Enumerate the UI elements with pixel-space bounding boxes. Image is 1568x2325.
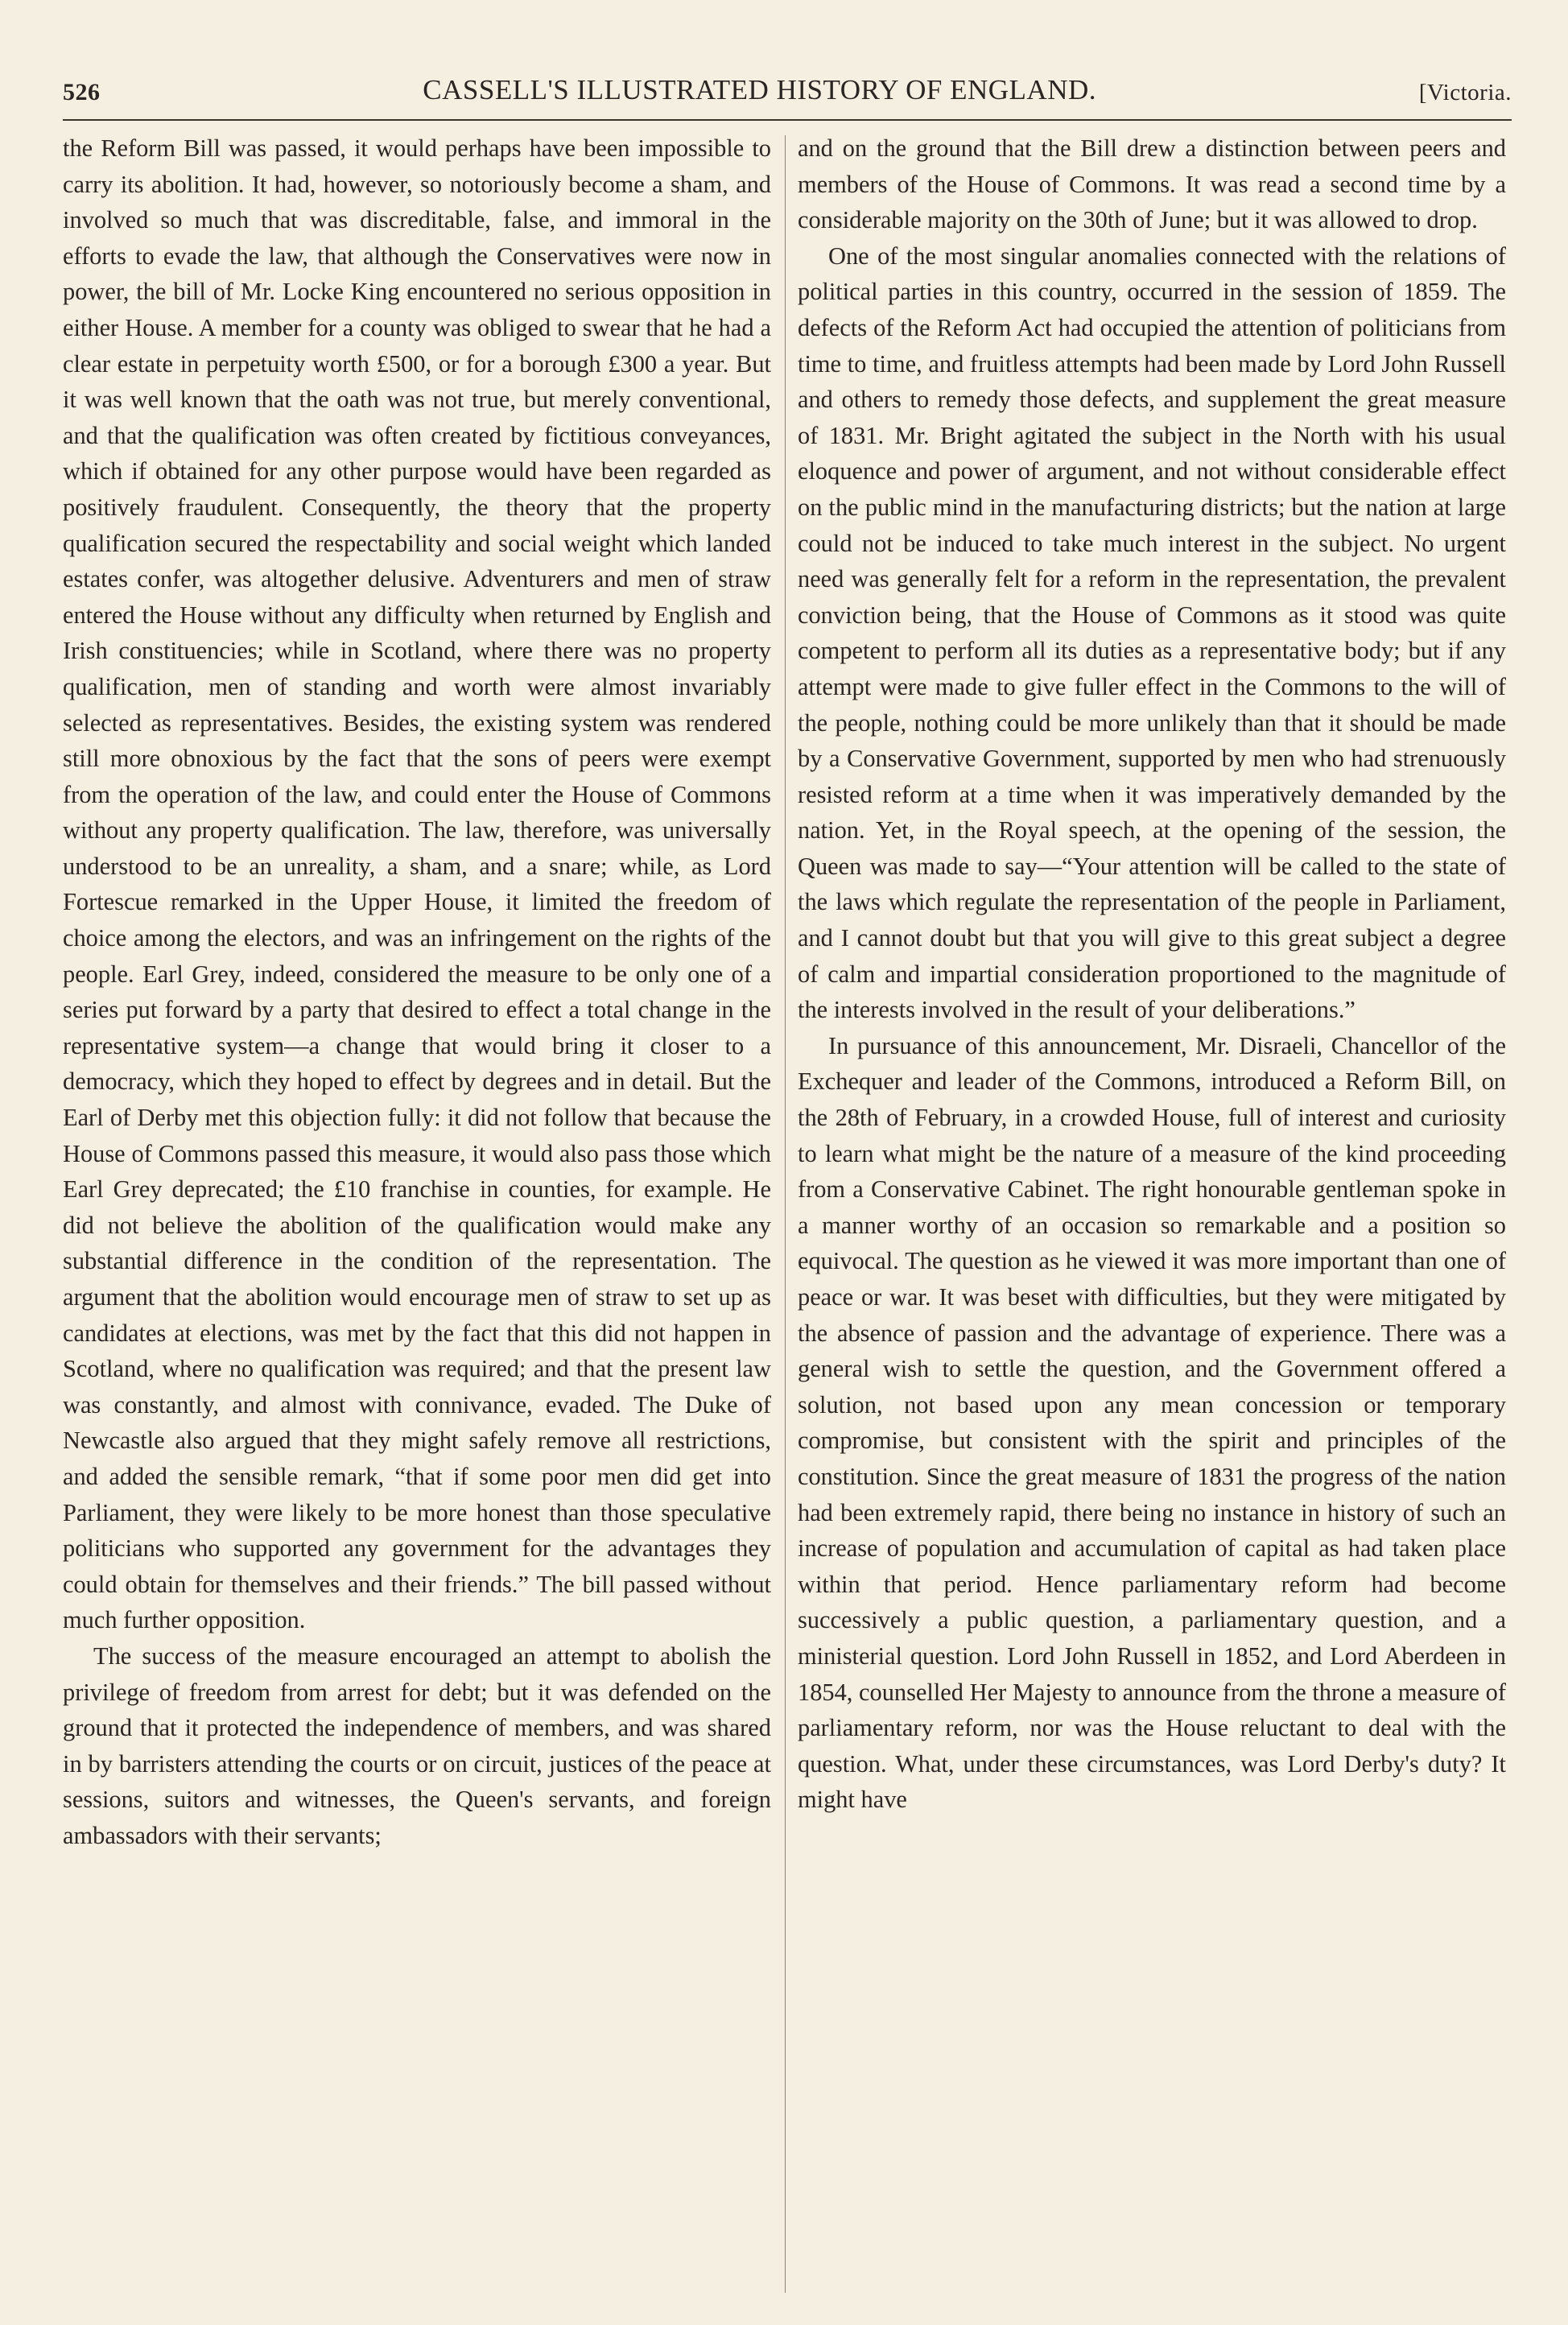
paragraph: In pursuance of this announcement, Mr. Disraeli, Chancellor of the Exchequer and leader of the Commons, introduced a Reform Bill, on the 28th of February, in a crowded House, full of interest and curiosity to learn what might be the nature of a measure of the kind proceeding from a Conservative Cabinet. The right honourable gentleman spoke in a manner worthy of an occasion so remarkable and a position so equivocal. The question as he viewed it was more important than one of peace or war. It was beset with difficulties, but they were mitigated by the absence of passion and the advantage of experience. There was a general wish to settle the question, and the Government offered a solution, not based upon any mean concession or temporary compromise, but consistent with the spirit and principles of the constitution. Since the great measure of 1831 the progress of the nation had been extremely rapid, there being no instance in history of such an increase of population and accumulation of capital as had taken place within that period. Hence parliamentary reform had become successively a public question, a parliamentary question, and a ministerial question. Lord John Russell in 1852, and Lord Aberdeen in 1854, counselled Her Majesty to announce from the throne a measure of parliamentary reform, nor was the House reluctant to deal with the question. What, under these circumstances, was Lord Derby's duty? It might have bbox=[798, 1031, 1506, 1814]
header-rule bbox=[63, 119, 1512, 121]
page-number: 526 bbox=[63, 79, 101, 105]
column-divider bbox=[785, 135, 786, 2293]
running-header bbox=[63, 66, 1512, 106]
paragraph: One of the most singular anomalies connected with the relations of political parties in this country, occurred in the session of 1859. The defects of the Reform Act had occupied the attention of politicians from time to time, and fruitless attempts had been made by Lord John Russell and others to remedy those defects, and supplement the great measure of 1831. Mr. Bright agitated the subject in the North with his usual eloquence and power of argument, and not without considerable effect on the public mind in the manufacturing districts; but the nation at large could not be induced to take much interest in the subject. No urgent need was generally felt for a reform in the representation, the prevalent conviction being, that the House of Commons as it stood was quite competent to perform all its duties as a representative body; but if any attempt were made to give fuller effect in the Commons to the will of the people, nothing could be more unlikely than that it should be made by a Conservative Government, supported by men who had strenuously resisted reform at a time when it was imperatively demanded by the nation. Yet, in the Royal speech, at the opening of the session, the Queen was made to say—“Your attention will be called to the state of the laws which regulate the representation of the people in Parliament, and I cannot doubt but that you will give to this great subject a degree of calm and impartial consideration proportioned to the magnitude of the interests involved in the result of your deliberations.” bbox=[798, 242, 1506, 1024]
section-label: [Victoria. bbox=[1418, 80, 1512, 105]
running-title: CASSELL'S ILLUSTRATED HISTORY OF ENGLAND. bbox=[423, 74, 1097, 105]
paragraph: The success of the measure encouraged an attempt to abolish the privilege of freedom from arrest for debt; but it was defended on the ground that it protected the independence of members, and was shared in by barristers attending the courts or on circuit, justices of the peace at sessions, suitors and witnesses, the Queen's servants, and foreign ambassadors with their servants; bbox=[63, 1642, 771, 1849]
left-column bbox=[63, 130, 771, 1854]
right-column bbox=[798, 130, 1506, 1818]
paragraph: the Reform Bill was passed, it would perhaps have been impossible to carry its abolition. It had, however, so notoriously become a sham, and involved so much that was discreditable, false, and immoral in the efforts to evade the law, that although the Conservatives were now in power, the bill of Mr. Locke King encountered no serious opposition in either House. A member for a county was obliged to swear that he had a clear estate in perpetuity worth £500, or for a borough £300 a year. But it was well known that the oath was not true, but merely conventional, and that the qualification was often created by fictitious conveyances, which if obtained for any other purpose would have been regarded as positively fraudulent. Consequently, the theory that the property qualification secured the respectability and social weight which landed estates confer, was altogether delusive. Adventurers and men of straw entered the House without any difficulty when returned by English and Irish constituencies; while in Scotland, where there was no property qualification, men of standing and worth were almost invariably selected as representatives. Besides, the existing system was rendered still more obnoxious by the fact that the sons of peers were exempt from the operation of the law, and could enter the House of Commons without any property qualification. The law, therefore, was universally understood to be an unreality, a sham, and a snare; while, as Lord Fortescue remarked in the Upper House, it limited the freedom of choice among the electors, and was an infringement on the rights of the people. Earl Grey, indeed, considered the measure to be only one of a series put forward by a party that desired to effect a total change in the representative system—a change that would bring it closer to a democracy, which they hoped to effect by degrees and in detail. But the Earl of Derby met this objection fully: it did not follow that because the House of Commons passed this measure, it would also pass those which Earl Grey deprecated; the £10 franchise in counties, for example. He did not believe the abolition of the qualification would make any substantial difference in the condition of the representation. The argument that the abolition would encourage men of straw to set up as candidates at elections, was met by the fact that this did not happen in Scotland, where no qualification was required; and that the present law was constantly, and almost with connivance, evaded. The Duke of Newcastle also argued that they might safely remove all restrictions, and added the sensible remark, “that if some poor men did get into Parliament, they were likely to be more honest than those speculative politicians who supported any government for the advantages they could obtain for themselves and their friends.” The bill passed without much further opposition. bbox=[63, 134, 771, 1634]
paragraph: and on the ground that the Bill drew a distinction between peers and members of the House of Commons. It was read a second time by a considerable majority on the 30th of June; but it was allowed to drop. bbox=[798, 134, 1506, 234]
